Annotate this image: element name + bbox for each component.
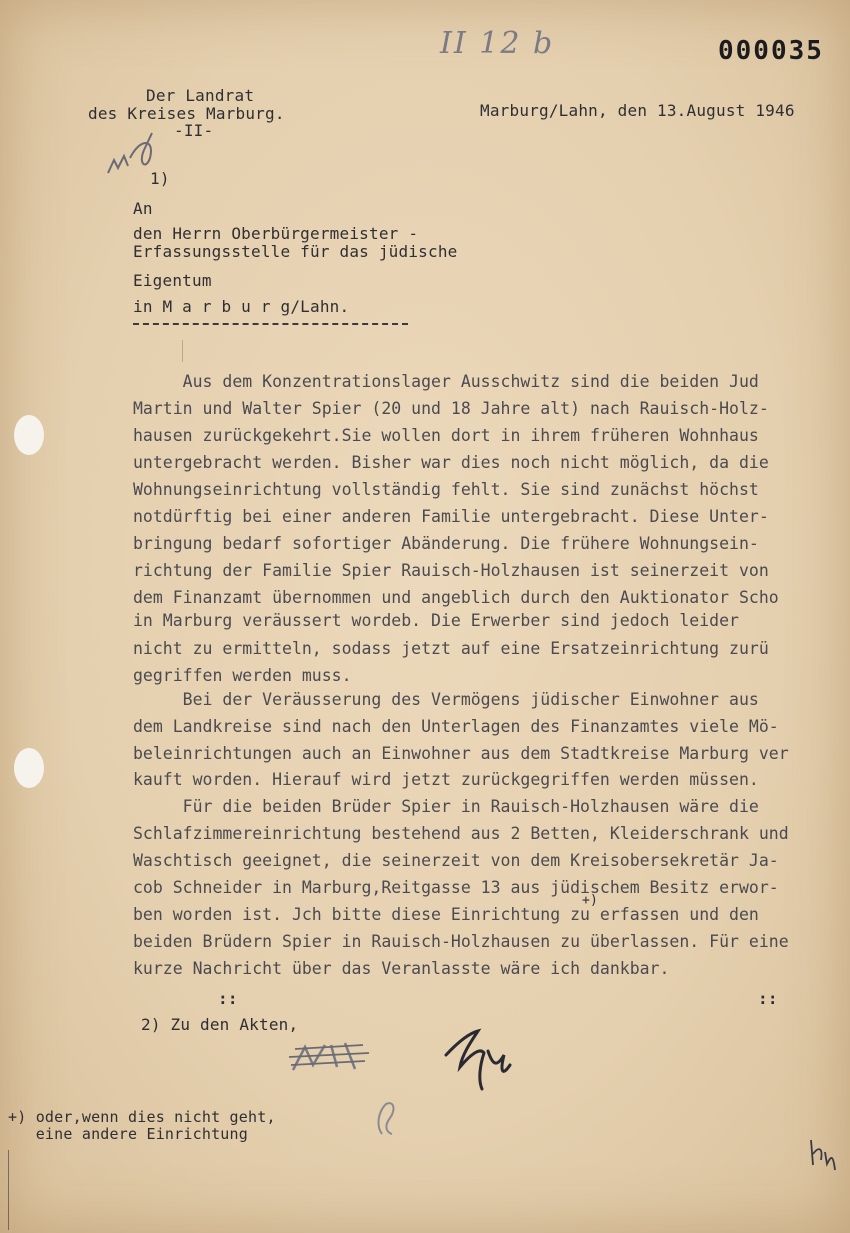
separator-right: :: — [758, 989, 778, 1008]
body-line: Aus dem Konzentrationslager Ausschwitz sind die beiden Jud — [133, 372, 759, 391]
body-line: Für die beiden Brüder Spier in Rauisch-Holzhausen wäre die — [133, 797, 759, 816]
item-2: 2) Zu den Akten, — [141, 1015, 299, 1034]
body-line: kauft worden. Hierauf wird jetzt zurückgegriffen werden müssen. — [133, 770, 759, 789]
item-1: 1) — [150, 169, 170, 188]
handwritten-reference: II 12 b — [440, 26, 555, 61]
recipient-line-5: in M a r b u r g/Lahn. — [133, 297, 350, 316]
punch-hole-bottom — [14, 748, 44, 788]
sender-line-3: -II- — [174, 121, 214, 140]
body-line: nicht zu ermitteln, sodass jetzt auf eine Ersatzeinrichtung zurü — [133, 639, 769, 658]
crossed-out-mark-icon — [285, 1035, 375, 1080]
body-line: beiden Brüdern Spier in Rauisch-Holzhausen zu überlassen. Für eine — [133, 932, 789, 951]
body-line: in Marburg veräussert wordeb. Die Erwerber sind jedoch leider — [133, 611, 739, 630]
body-line: hausen zurückgekehrt.Sie wollen dort in ihrem früheren Wohnhaus — [133, 426, 759, 445]
separator-left: :: — [218, 989, 238, 1008]
sender-line-2: des Kreises Marburg. — [88, 104, 285, 123]
handwritten-mark-icon — [372, 1098, 402, 1138]
insert-mark: +) — [582, 893, 599, 908]
body-line: beleinrichtungen auch an Einwohner aus dem Stadtkreise Marburg ver — [133, 744, 789, 763]
body-line: gegriffen werden muss. — [133, 666, 352, 685]
body-line: richtung der Familie Spier Rauisch-Holzhausen ist seinerzeit von — [133, 561, 769, 580]
footnote-line-1: +) oder,wenn dies nicht geht, — [8, 1108, 276, 1126]
recipient-line-3: Erfassungsstelle für das jüdische — [133, 242, 458, 261]
body-line: cob Schneider in Marburg,Reitgasse 13 aus jüdischem Besitz erwor- — [133, 878, 779, 897]
place-date: Marburg/Lahn, den 13.August 1946 — [480, 101, 795, 120]
body-line: kurze Nachricht über das Veranlasste wäre ich dankbar. — [133, 959, 670, 978]
fold-mark — [182, 340, 183, 362]
body-line: notdürftig bei einer anderen Familie untergebracht. Diese Unter- — [133, 507, 769, 526]
archive-number: 000035 — [718, 36, 824, 66]
recipient-line-1: An — [133, 199, 153, 218]
fold-mark — [8, 1150, 9, 1230]
body-line: Bei der Veräusserung des Vermögens jüdischer Einwohner aus — [133, 690, 759, 709]
body-line: ben worden ist. Jch bitte diese Einrichtung zu erfassen und den — [133, 905, 759, 924]
sender-line-1: Der Landrat — [146, 86, 255, 105]
initials-bottom-right-icon — [805, 1130, 840, 1175]
body-line: bringung bedarf sofortiger Abänderung. Die frühere Wohnungsein- — [133, 534, 759, 553]
body-line: Martin und Walter Spier (20 und 18 Jahre alt) nach Rauisch-Holz- — [133, 399, 769, 418]
recipient-line-4: Eigentum — [133, 271, 212, 290]
body-line: Schlafzimmereinrichtung bestehend aus 2 Betten, Kleiderschrank und — [133, 824, 789, 843]
divider-rule — [133, 323, 408, 325]
recipient-line-2: den Herrn Oberbürgermeister - — [133, 224, 419, 243]
body-line: Wohnungseinrichtung vollständig fehlt. Sie sind zunächst höchst — [133, 480, 759, 499]
signature-icon — [440, 1025, 520, 1095]
punch-hole-top — [14, 415, 44, 455]
body-line: dem Finanzamt übernommen und angeblich durch den Auktionator Scho — [133, 588, 779, 607]
body-line: Waschtisch geeignet, die seinerzeit von dem Kreisobersekretär Ja- — [133, 851, 779, 870]
footnote-line-2: eine andere Einrichtung — [8, 1125, 248, 1143]
body-line: untergebracht werden. Bisher war dies noch nicht möglich, da die — [133, 453, 769, 472]
body-line: dem Landkreise sind nach den Unterlagen des Finanzamtes viele Mö- — [133, 717, 779, 736]
